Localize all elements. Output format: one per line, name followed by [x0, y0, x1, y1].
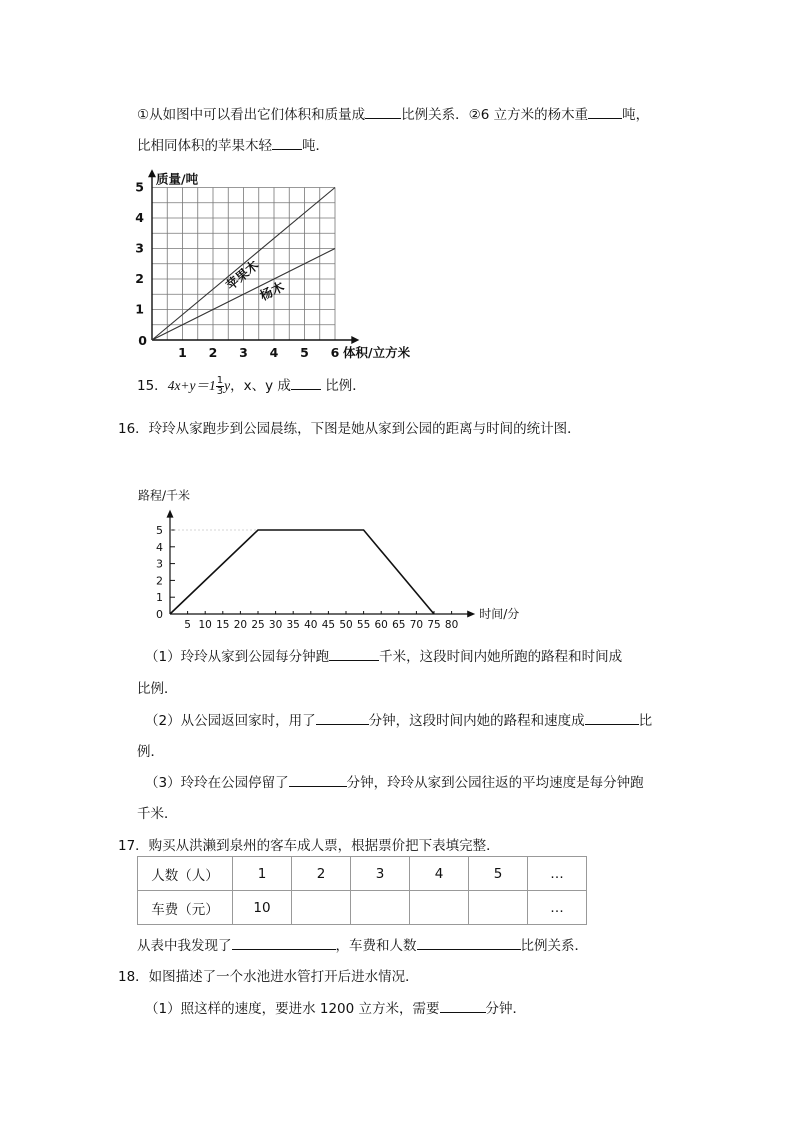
- answer-blank[interactable]: [440, 998, 486, 1013]
- x-tick-label: 65: [392, 619, 406, 631]
- answer-cell[interactable]: [292, 891, 351, 925]
- x-tick-label: 1: [178, 345, 187, 360]
- x-tick-label: 20: [233, 619, 248, 631]
- q16-part2-cont: 例．: [137, 744, 164, 760]
- answer-blank[interactable]: [316, 710, 369, 725]
- y-tick-label: 2: [156, 574, 163, 588]
- answer-blank[interactable]: [291, 375, 321, 390]
- y-tick-label: 1: [135, 301, 144, 317]
- q18-part1: （1）照这样的速度，要进水 1200 立方米，需要 分钟．: [145, 997, 526, 1017]
- y-tick-label: 3: [156, 557, 163, 571]
- y-tick-label: 2: [135, 271, 144, 286]
- answer-blank[interactable]: [289, 772, 347, 787]
- series-label: 杨木: [257, 278, 287, 304]
- table-row: 车费（元） 10 …: [138, 891, 587, 925]
- x-axis-arrow: [351, 336, 359, 344]
- y-tick-label: 0: [156, 608, 163, 621]
- q14-chart: [130, 160, 430, 365]
- x-axis-label: 体积/立方米: [343, 345, 411, 360]
- x-tick-label: 15: [216, 619, 230, 631]
- x-tick-label: 75: [427, 619, 441, 631]
- y-axis-arrow: [148, 169, 156, 177]
- answer-blank[interactable]: [417, 935, 521, 950]
- answer-blank[interactable]: [588, 104, 622, 119]
- x-tick-label: 6: [330, 345, 340, 360]
- x-tick-label: 25: [251, 619, 265, 631]
- x-axis-arrow: [467, 611, 475, 618]
- x-tick-label: 50: [339, 619, 353, 631]
- q15-line: 15．4x+y＝1 $\frac{1}{3}$ y，x、y 成 比例．: [137, 374, 366, 397]
- series-label: 苹果木: [222, 257, 262, 293]
- answer-cell[interactable]: [351, 891, 410, 925]
- q16-text: 16．玲玲从家跑步到公园晨练，下图是她从家到公园的距离与时间的统计图．: [118, 421, 581, 437]
- x-axis-label: 时间/分: [479, 607, 520, 621]
- answer-cell[interactable]: [469, 891, 528, 925]
- x-tick-label: 45: [321, 619, 336, 631]
- y-tick-label: 3: [135, 240, 144, 256]
- fare-table: [137, 856, 587, 925]
- q16-chart: [130, 470, 530, 635]
- q15-equation: 4x+y＝1: [167, 378, 216, 393]
- q16-part2: （2）从公园返回家时，用了 分钟，这段时间内她的路程和速度成 比: [145, 709, 652, 729]
- x-tick-label: 70: [409, 619, 424, 631]
- y-tick-label: 4: [135, 210, 144, 225]
- q14-line2: 比相同体积的苹果木轻 吨．: [137, 134, 329, 154]
- x-tick-label: 35: [286, 619, 300, 631]
- x-tick-label: 3: [239, 345, 248, 360]
- series-line: [170, 530, 434, 614]
- x-tick-label: 80: [444, 619, 459, 631]
- q16-part3-cont: 千米．: [137, 806, 178, 822]
- q14-line1: ①从如图中可以看出它们体积和质量成 比例关系．②6 立方米的杨木重 吨，: [137, 103, 649, 123]
- q17-after: 从表中我发现了 ，车费和人数 比例关系．: [137, 934, 588, 954]
- x-tick-label: 60: [374, 619, 388, 631]
- x-tick-label: 4: [269, 345, 279, 360]
- x-tick-label: 55: [356, 619, 371, 631]
- answer-cell[interactable]: [410, 891, 469, 925]
- x-tick-label: 5: [184, 619, 191, 631]
- q18-text: 18．如图描述了一个水池进水管打开后进水情况．: [118, 969, 419, 985]
- answer-blank[interactable]: [329, 646, 379, 661]
- table-row: 人数（人） 1 2 3 4 5 …: [138, 857, 587, 891]
- y-axis-arrow: [167, 510, 174, 518]
- y-tick-label: 4: [156, 540, 163, 554]
- q16-part1-cont: 比例．: [137, 681, 178, 697]
- q16-part1: （1）玲玲从家到公园每分钟跑 千米，这段时间内她所跑的路程和时间成: [145, 645, 622, 665]
- answer-blank[interactable]: [272, 135, 302, 150]
- origin-label: 0: [138, 333, 147, 348]
- y-tick-label: 1: [156, 591, 163, 605]
- x-tick-label: 30: [268, 619, 283, 631]
- x-tick-label: 40: [304, 619, 318, 631]
- answer-blank[interactable]: [232, 935, 336, 950]
- x-tick-label: 5: [300, 345, 309, 360]
- y-axis-label: 质量/吨: [156, 171, 199, 187]
- q17-text: 17．购买从洪濑到泉州的客车成人票，根据票价把下表填完整．: [118, 838, 500, 854]
- x-tick-label: 2: [208, 345, 218, 360]
- q16-part3: （3）玲玲在公园停留了 分钟，玲玲从家到公园往返的平均速度是每分钟跑: [145, 771, 644, 791]
- y-tick-label: 5: [135, 179, 144, 195]
- answer-blank[interactable]: [585, 710, 639, 725]
- y-tick-label: 5: [156, 524, 163, 537]
- x-tick-label: 10: [198, 619, 212, 631]
- q15-fraction: $\frac{1}{3}$: [216, 374, 224, 397]
- y-axis-label: 路程/千米: [138, 488, 191, 503]
- answer-blank[interactable]: [365, 104, 401, 119]
